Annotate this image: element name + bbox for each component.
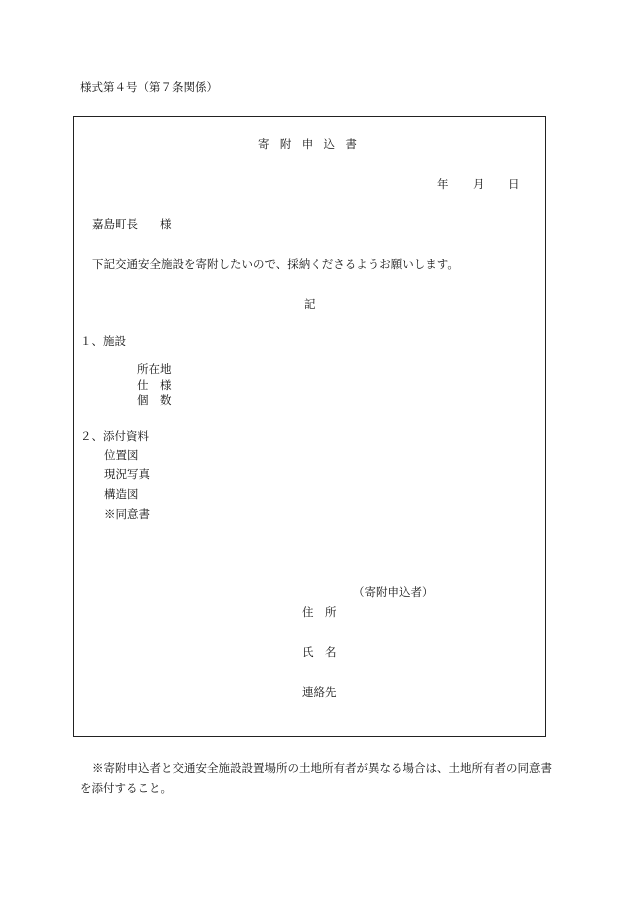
- attachment-consent-form: ※同意書: [104, 507, 150, 521]
- application-form-frame: [73, 116, 546, 737]
- footnote: [80, 758, 558, 798]
- ki-heading: 記: [304, 297, 316, 311]
- section2-heading: ２、添付資料: [80, 429, 149, 443]
- date-month-label: 月: [473, 177, 485, 191]
- applicant-heading: （寄附申込者）: [353, 585, 434, 599]
- date-day-label: 日: [508, 177, 520, 191]
- attachment-structure-drawing: 構造図: [104, 487, 139, 501]
- request-text: 下記交通安全施設を寄附したいので、採納くださるようお願いします。: [92, 257, 459, 271]
- form-number: 様式第４号（第７条関係）: [80, 80, 218, 94]
- applicant-contact-label: 連絡先: [302, 685, 337, 699]
- facility-quantity-label: 個 数: [137, 393, 172, 407]
- addressee-honorific: 様: [160, 217, 172, 231]
- form-title: 寄附申込書: [258, 137, 368, 151]
- applicant-name-label: 氏 名: [302, 645, 337, 659]
- applicant-address-label: 住 所: [302, 605, 337, 619]
- section1-heading: １、施設: [80, 334, 126, 348]
- date-year-label: 年: [437, 177, 449, 191]
- facility-location-label: 所在地: [137, 362, 172, 376]
- addressee-name: 嘉島町長: [92, 217, 138, 231]
- attachment-location-map: 位置図: [104, 448, 139, 462]
- attachment-site-photo: 現況写真: [104, 467, 150, 481]
- footnote-text: ※寄附申込者と交通安全施設設置場所の土地所有者が異なる場合は、土地所有者の同意書を添付すること。: [80, 761, 552, 795]
- facility-spec-label: 仕 様: [137, 378, 172, 392]
